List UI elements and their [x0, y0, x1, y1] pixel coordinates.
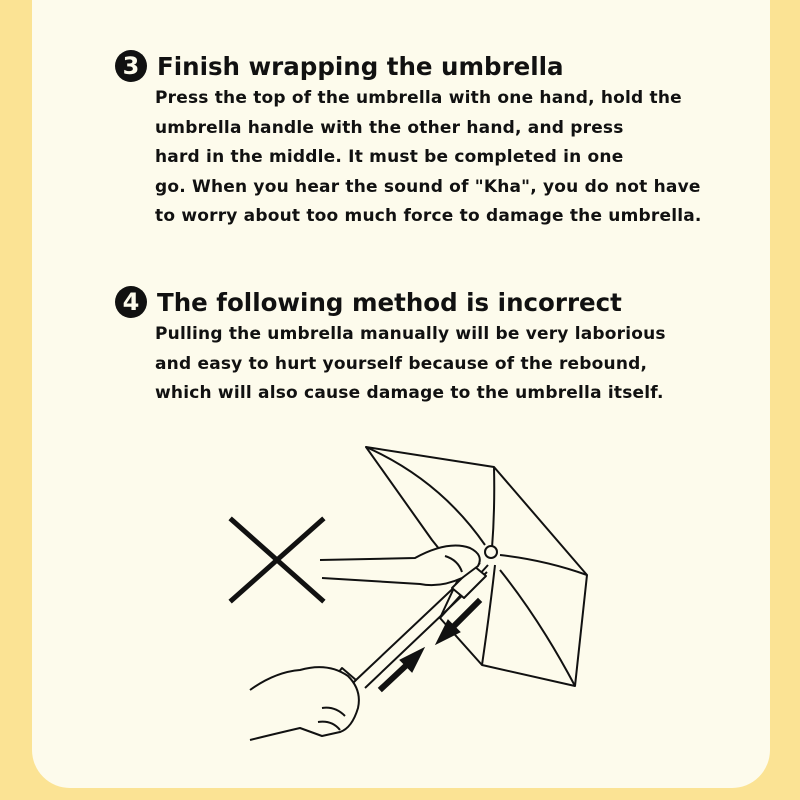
description-line: hard in the middle. It must be completed in one — [155, 147, 624, 167]
hand-icon — [250, 667, 359, 740]
hand-icon — [320, 546, 480, 586]
cross-mark-icon — [232, 520, 322, 600]
step-number-badge: 4 — [115, 286, 147, 318]
step-title: Finish wrapping the umbrella — [157, 51, 564, 81]
description-line: which will also cause damage to the umbrella itself. — [155, 383, 664, 403]
step-title: The following method is incorrect — [157, 287, 622, 317]
description-line: to worry about too much force to damage the umbrella. — [155, 206, 702, 226]
description-line: Pulling the umbrella manually will be very laborious — [155, 324, 666, 344]
description-line: Press the top of the umbrella with one hand, hold the — [155, 88, 682, 108]
step-number-badge: 3 — [115, 50, 147, 82]
description-line: and easy to hurt yourself because of the rebound, — [155, 353, 648, 374]
description-line: umbrella handle with the other hand, and press — [155, 117, 624, 138]
description-line: go. When you hear the sound of "Kha", you do not have — [155, 176, 701, 197]
